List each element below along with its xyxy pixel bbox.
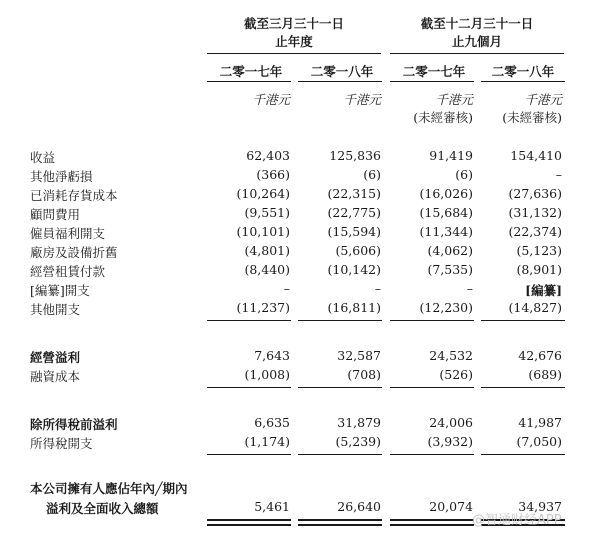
row-label: 其他開支: [30, 302, 81, 317]
row-value: (31,132): [508, 205, 562, 220]
row-label: [編纂]開支: [30, 283, 90, 298]
unit-label: 千港元: [343, 92, 381, 107]
row-value: 32,587: [337, 348, 381, 363]
header-rule-right: [390, 53, 564, 54]
row-value: (366): [256, 167, 290, 182]
row-value: (4,062): [427, 243, 473, 258]
subtotal-rule: [390, 320, 474, 321]
column-year-header: 二零一八年: [491, 64, 555, 79]
row-value: (10,264): [236, 186, 290, 201]
subtotal-rule: [298, 454, 382, 455]
row-value: (16,811): [327, 300, 381, 315]
row-value: –: [555, 167, 562, 182]
row-value: (5,123): [516, 243, 562, 258]
row-value: (15,684): [419, 205, 473, 220]
row-value: (708): [347, 367, 381, 382]
unit-label: 千港元: [435, 92, 473, 107]
row-label: 融資成本: [30, 369, 81, 384]
year-underline: [390, 81, 474, 82]
row-label: 其他淨虧損: [30, 169, 93, 184]
row-value: (22,775): [327, 205, 381, 220]
row-value: (7,050): [516, 434, 562, 449]
row-value: 34,937: [518, 499, 562, 514]
subtotal-rule: [481, 320, 565, 321]
subtotal-rule: [298, 387, 382, 388]
row-value: 154,410: [510, 148, 562, 163]
subtotal-rule: [481, 454, 565, 455]
watermark-text: @智通财经APP: [472, 513, 562, 528]
row-value: (6): [455, 167, 473, 182]
subtotal-rule: [390, 454, 474, 455]
row-value: (5,606): [335, 243, 381, 258]
row-value: (1,174): [244, 434, 290, 449]
row-label: 已消耗存貨成本: [30, 188, 118, 203]
row-value: 42,676: [518, 348, 562, 363]
row-value: –: [283, 281, 290, 296]
subtotal-rule: [298, 320, 382, 321]
unaudited-label: (未經審核): [413, 110, 473, 125]
unit-label: 千港元: [524, 92, 562, 107]
row-value: 26,640: [337, 499, 381, 514]
row-value: 62,403: [246, 148, 290, 163]
row-label: 僱員福利開支: [30, 226, 106, 241]
group-header-year-line2: 止年度: [275, 34, 313, 49]
row-label: 溢利及全面收入總額: [46, 501, 159, 516]
row-label: 經營溢利: [30, 350, 81, 365]
year-underline: [207, 81, 291, 82]
row-value: (14,827): [508, 300, 562, 315]
group-header-period-line2: 止九個月: [451, 34, 502, 49]
row-label: 經營租賃付款: [30, 264, 106, 279]
total-double-rule: [207, 519, 291, 521]
year-underline: [481, 81, 565, 82]
row-value: (526): [439, 367, 473, 382]
total-double-rule: [298, 524, 382, 526]
row-value: (15,594): [327, 224, 381, 239]
group-header-year-line1: 截至三月三十一日: [243, 16, 344, 31]
unit-label: 千港元: [252, 92, 290, 107]
row-value: [編纂]: [525, 283, 562, 298]
row-value: (27,636): [508, 186, 562, 201]
row-label: 除所得稅前溢利: [30, 417, 118, 432]
row-value: 24,532: [429, 348, 473, 363]
row-value: (8,901): [516, 262, 562, 277]
row-value: 7,643: [254, 348, 290, 363]
row-value: (689): [528, 367, 562, 382]
subtotal-rule: [390, 387, 474, 388]
column-year-header: 二零一七年: [402, 64, 466, 79]
row-value: (6): [363, 167, 381, 182]
row-value: (11,344): [419, 224, 473, 239]
row-label: 廠房及設備折舊: [30, 245, 118, 260]
row-label: 本公司擁有人應佔年內╱期內: [30, 481, 188, 496]
row-value: (22,315): [327, 186, 381, 201]
row-value: (1,008): [244, 367, 290, 382]
row-value: (4,801): [244, 243, 290, 258]
row-value: –: [466, 281, 473, 296]
row-label: 所得稅開支: [30, 436, 93, 451]
row-value: 5,461: [254, 499, 290, 514]
row-value: (3,932): [427, 434, 473, 449]
row-value: (10,142): [327, 262, 381, 277]
row-value: (9,551): [244, 205, 290, 220]
row-value: (10,101): [236, 224, 290, 239]
header-rule-left: [207, 53, 381, 54]
row-value: –: [374, 281, 381, 296]
subtotal-rule: [207, 320, 291, 321]
subtotal-rule: [481, 387, 565, 388]
row-value: (11,237): [236, 300, 290, 315]
total-double-rule: [390, 519, 474, 521]
row-value: 24,006: [429, 415, 473, 430]
total-double-rule: [390, 524, 474, 526]
row-value: (7,535): [427, 262, 473, 277]
column-year-header: 二零一八年: [310, 64, 374, 79]
column-year-header: 二零一七年: [219, 64, 283, 79]
unaudited-label: (未經審核): [502, 110, 562, 125]
row-value: (16,026): [419, 186, 473, 201]
row-value: (8,440): [244, 262, 290, 277]
row-value: (12,230): [419, 300, 473, 315]
row-label: 收益: [30, 150, 56, 165]
subtotal-rule: [207, 454, 291, 455]
year-underline: [298, 81, 382, 82]
total-double-rule: [298, 519, 382, 521]
total-double-rule: [207, 524, 291, 526]
row-value: 91,419: [429, 148, 473, 163]
row-label: 顧問費用: [30, 207, 81, 222]
row-value: (5,239): [335, 434, 381, 449]
subtotal-rule: [207, 387, 291, 388]
row-value: 6,635: [254, 415, 290, 430]
row-value: 20,074: [429, 499, 473, 514]
row-value: 31,879: [337, 415, 381, 430]
group-header-period-line1: 截至十二月三十一日: [420, 16, 534, 31]
row-value: 41,987: [518, 415, 562, 430]
row-value: 125,836: [329, 148, 381, 163]
row-value: (22,374): [508, 224, 562, 239]
